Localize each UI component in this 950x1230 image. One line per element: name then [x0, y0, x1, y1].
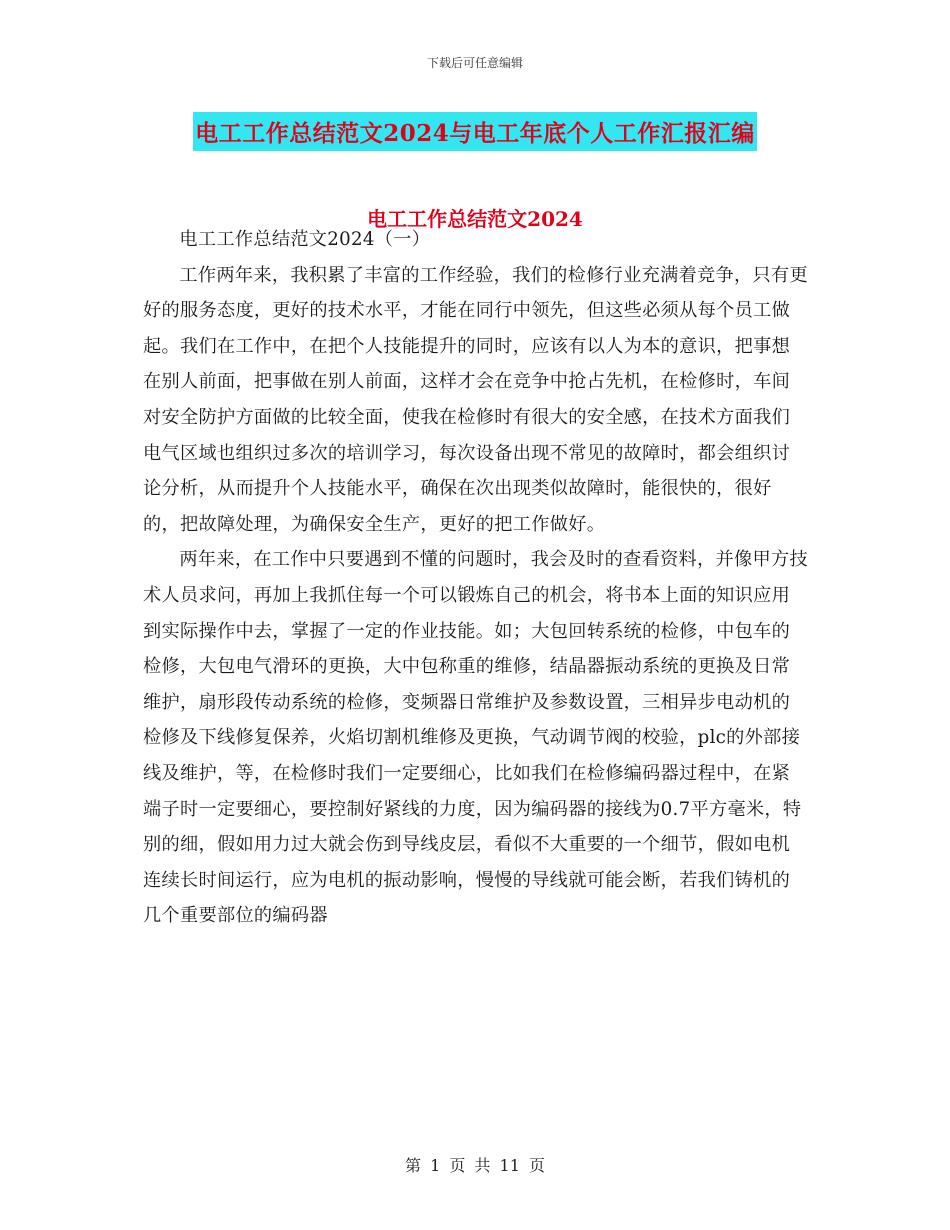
page-header-note: 下载后可任意编辑: [426, 56, 523, 70]
main-title-container: [0, 112, 950, 151]
paragraph-1: 工作两年来，我积累了丰富的工作经验，我们的检修行业充满着竞争，只有更好的服务态度，更好的技术水平，才能在同行中领先，但这些必须从每个员工做起。我们在工作中，在把个人技能提升的同时，应该有以人为本的意识，把事想在别人前面，把事做在别人前面，这样才会在竞争中抢占先机，在检修时，车间对安全防护方面做的比较全面，使我在检修时有很大的安全感，在技术方面我们电气区域也组织过多次的培训学习，每次设备出现不常见的故障时，都会组织讨论分析，从而提升个人技能水平，确保在次出现类似故障时，能很快的，很好的，把故障处理，为确保安全生产，更好的把工作做好。: [143, 264, 808, 535]
article-subtitle: 电工工作总结范文2024（一）: [179, 229, 431, 250]
document-body: [143, 222, 808, 934]
paragraph-2: 两年来，在工作中只要遇到不懂的问题时，我会及时的查看资料，并像甲方技术人员求问，再加上我抓住每一个可以锻炼自己的机会，将书本上面的知识应用到实际操作中去，掌握了一定的作业技能。如；大包回转系统的检修，中包车的检修，大包电气滑环的更换，大中包称重的维修，结晶器振动系统的更换及日常维护，扇形段传动系统的检修，变频器日常维护及参数设置，三相异步电动机的检修及下线修复保养，火焰切割机维修及更换，气动调节阀的校验，plc的外部接线及维护，等，在检修时我们一定要细心，比如我们在检修编码器过程中，在紧端子时一定要细心，要控制好紧线的力度，因为编码器的接线为0.7平方毫米，特别的细，假如用力过大就会伤到导线皮层，看似不大重要的一个细节，假如电机连续长时间运行，应为电机的振动影响，慢慢的导线就可能会断，若我们铸机的几个重要部位的编码器: [143, 549, 808, 927]
section-title: 电工工作总结范文2024: [367, 207, 583, 231]
main-title: 电工工作总结范文2024与电工年底个人工作汇报汇编: [193, 112, 757, 151]
page-number: 第 1 页 共 11 页: [405, 1156, 545, 1175]
